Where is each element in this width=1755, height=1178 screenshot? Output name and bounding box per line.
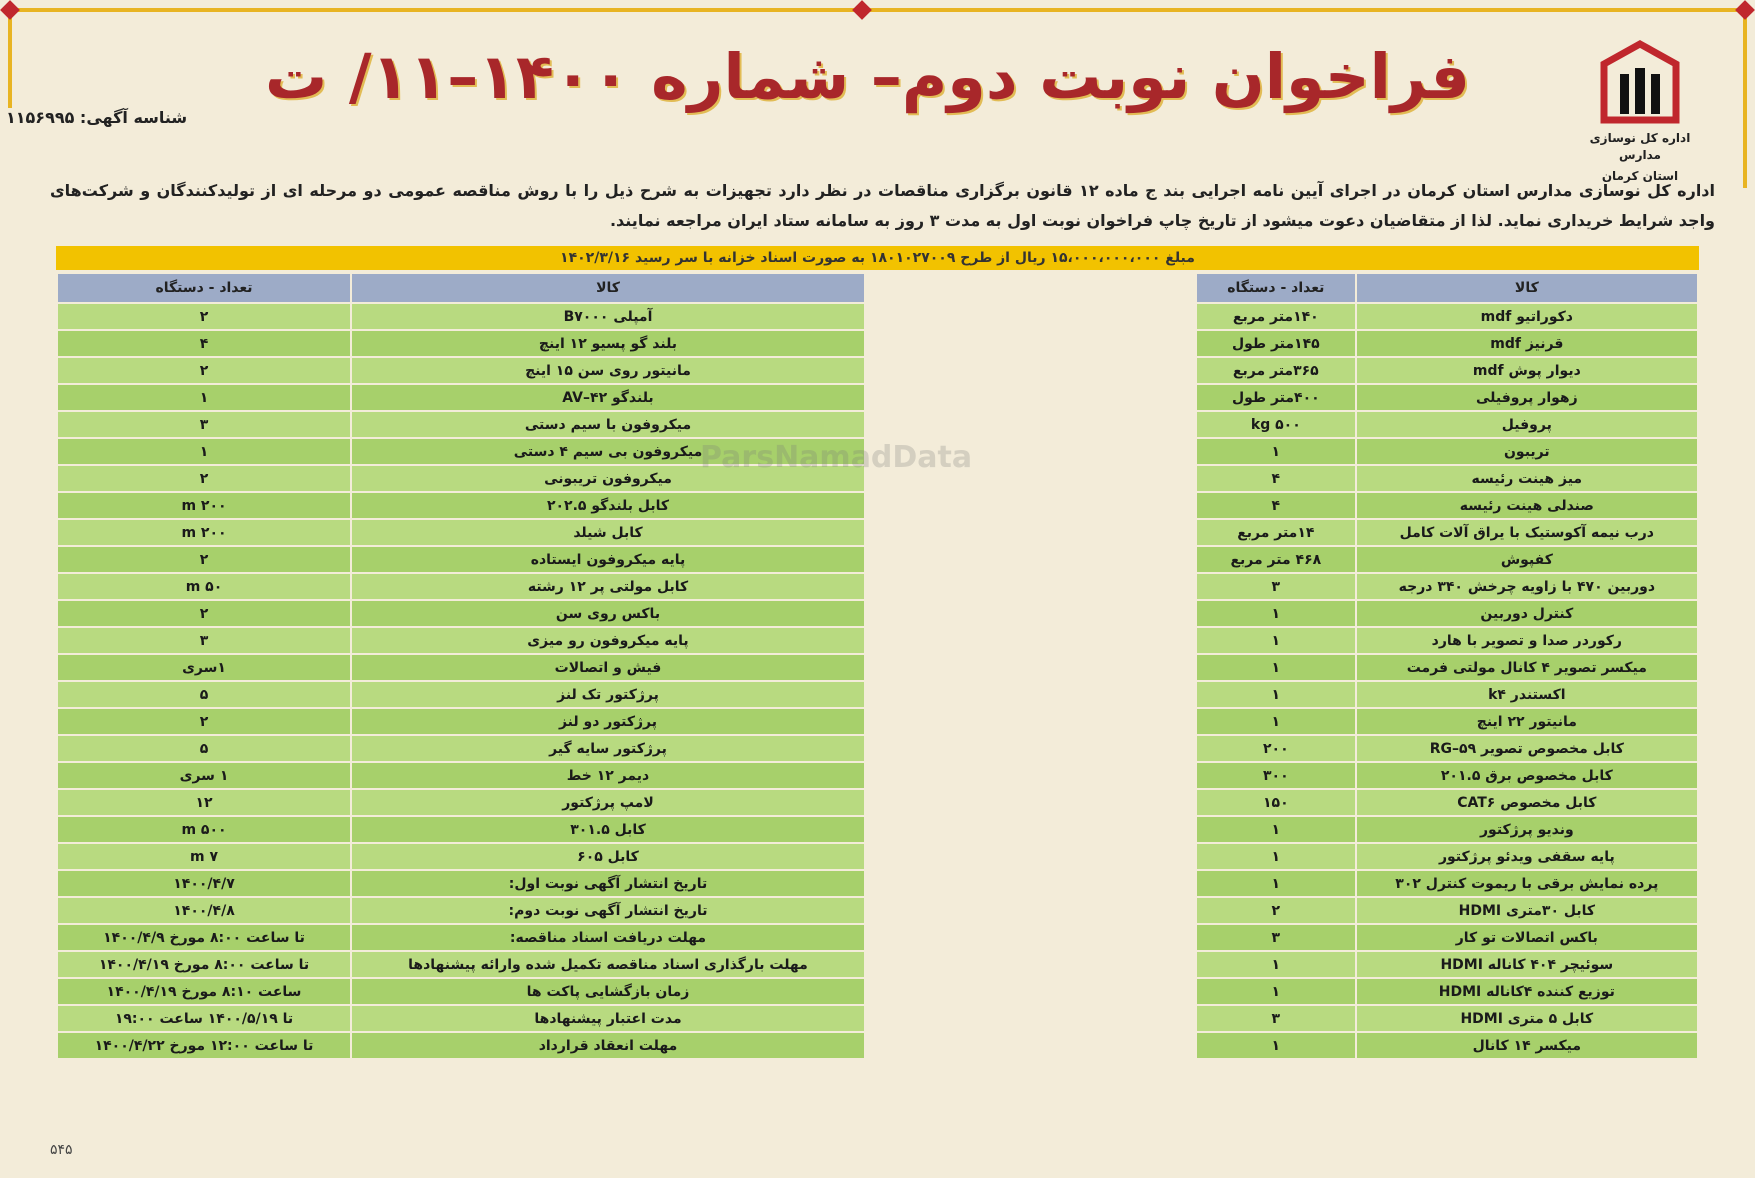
table-row [57,924,865,951]
qty-cell: ۱۴۰متر مربع [1196,303,1356,330]
item-cell: مانیتور ۲۲ اینچ [1356,708,1698,735]
item-cell: مانیتور روی سن ۱۵ اینچ [351,357,865,384]
item-cell: بلندگو ۴۲–AV [351,384,865,411]
qty-cell: ۱ [1196,627,1356,654]
qty-cell: m ۷ [57,843,351,870]
item-cell: پرژکتور سایه گیر [351,735,865,762]
qty-cell: ۳ [57,627,351,654]
item-cell: میز هینت رئیسه [1356,465,1698,492]
item-cell: دیمر ۱۲ خط [351,762,865,789]
left-frame-line [8,8,12,108]
qty-cell: ۱۴متر مربع [1196,519,1356,546]
page-number: ۵۴۵ [50,1142,73,1158]
intro-paragraph: اداره کل نوسازی مدارس استان کرمان در اجرای آیین نامه اجرایی بند ج ماده ۱۲ قانون برگزاری مناقصات در نظر دارد تجهیزات به شرح ذیل را با روش مناقصه عمومی دو مرحله ای از تولیدکنندگان و شرکت‌های واجد شرایط خریداری نماید. لذا از متقاضیان دعوت میشود از تاریخ چاپ فراخوان نوبت اول به مدت ۳ روز به سامانه ستاد ایران مراجعه نمایند. [50,181,1716,230]
qty-cell: ۳۰۰ [1196,762,1356,789]
table-row [1196,897,1698,924]
frame-diamond [1735,0,1755,20]
table-row [57,303,865,330]
item-cell: میکروفون بی سیم ۴ دستی [351,438,865,465]
table-row [1196,384,1698,411]
table-row [1196,438,1698,465]
qty-cell: ۱۴۰۰/۴/۷ [57,870,351,897]
table-row [57,843,865,870]
item-cell: کابل ۶۰۵ [351,843,865,870]
table-row [1196,789,1698,816]
qty-cell: kg ۵۰۰ [1196,411,1356,438]
table-row [1196,870,1698,897]
qty-cell: m ۲۰۰ [57,519,351,546]
item-cell: مهلت دریافت اسناد مناقصه: [351,924,865,951]
item-cell: قرنیز mdf [1356,330,1698,357]
org-name-line1: اداره کل نوسازی مدارس [1589,131,1691,162]
table-row [1196,465,1698,492]
qty-cell: ۴۰۰متر طول [1196,384,1356,411]
table-row [1196,627,1698,654]
table-row [57,681,865,708]
item-cell: اکستندر k۴ [1356,681,1698,708]
table-row [1196,519,1698,546]
qty-cell: ۱ [1196,708,1356,735]
item-cell: زمان بازگشایی پاکت ها [351,978,865,1005]
qty-cell: ۱۴۰۰/۴/۸ [57,897,351,924]
qty-cell: ۴ [1196,465,1356,492]
qty-cell: ۲ [57,600,351,627]
table-row [57,492,865,519]
item-cell: مدت اعتبار پیشنهادها [351,1005,865,1032]
qty-cell: m ۵۰۰ [57,816,351,843]
table-row [57,357,865,384]
table-row [57,762,865,789]
item-cell: کنترل دوربین [1356,600,1698,627]
item-cell: دوربین ۴۷۰ با زاویه چرخش ۳۴۰ درجه [1356,573,1698,600]
qty-cell: ۱۴۵متر طول [1196,330,1356,357]
qty-cell: ۳ [57,411,351,438]
table-row [57,627,865,654]
school-renovation-logo-icon [1600,40,1680,126]
table-row [57,735,865,762]
item-cell: پایه میکروفون ایستاده [351,546,865,573]
qty-cell: ۱ [1196,843,1356,870]
item-cell: لامپ پرژکتور [351,789,865,816]
qty-cell: تا ساعت ۱۲:۰۰ مورخ ۱۴۰۰/۴/۲۲ [57,1032,351,1059]
top-frame-line [10,8,1745,12]
item-cell: تریبون [1356,438,1698,465]
item-cell: کابل مخصوص تصویر RG–۵۹ [1356,735,1698,762]
item-cell: درب نیمه آکوستیک با یراق آلات کامل [1356,519,1698,546]
table-row [57,1005,865,1032]
table-row [57,1032,865,1059]
table-row [1196,1005,1698,1032]
org-name-line2: استان کرمان [1601,169,1679,183]
item-cell: پروفیل [1356,411,1698,438]
item-cell: فیش و اتصالات [351,654,865,681]
table-row [1196,492,1698,519]
item-cell: دکوراتیو mdf [1356,303,1698,330]
item-cell: میکروفون با سیم دستی [351,411,865,438]
qty-cell: ۱ [57,438,351,465]
item-cell: پایه سقفی ویدئو پرژکتور [1356,843,1698,870]
table-row [1196,681,1698,708]
table-row [1196,735,1698,762]
header-item: کالا [351,273,865,303]
items-table-right [1195,272,1699,1060]
item-cell: کابل مخصوص CAT۶ [1356,789,1698,816]
qty-cell: ۱۲ [57,789,351,816]
item-cell: کابل ۳۰متری HDMI [1356,897,1698,924]
qty-cell: ۳۶۵متر مربع [1196,357,1356,384]
table-row [1196,816,1698,843]
qty-cell: ۱ [1196,951,1356,978]
qty-cell: ۱ [1196,681,1356,708]
table-row [1196,600,1698,627]
item-cell: کابل ۳۰۱.۵ [351,816,865,843]
header-item: کالا [1356,273,1698,303]
qty-cell: ۴ [1196,492,1356,519]
item-cell: پایه میکروفون رو میزی [351,627,865,654]
ad-id: شناسه آگهی: ۱۱۵۶۹۹۵ [6,108,188,127]
item-cell: وندیو پرژکتور [1356,816,1698,843]
table-row [57,519,865,546]
table-row [57,978,865,1005]
items-table-left [56,272,866,1060]
qty-cell: ۳ [1196,924,1356,951]
item-cell: مهلت انعقاد قرارداد [351,1032,865,1059]
table-row [1196,951,1698,978]
qty-cell: ۱ [57,384,351,411]
qty-cell: تا ۱۴۰۰/۵/۱۹ ساعت ۱۹:۰۰ [57,1005,351,1032]
qty-cell: ۴ [57,330,351,357]
qty-cell: ۱ [1196,816,1356,843]
table-row [57,573,865,600]
watermark: ParsNamadData [700,440,973,475]
qty-cell: ۱ [1196,654,1356,681]
table-row [57,708,865,735]
table-row [57,951,865,978]
qty-cell: ۱ [1196,438,1356,465]
table-row [1196,411,1698,438]
table-row [1196,762,1698,789]
item-cell: سوئیچر ۴۰۴ کاناله HDMI [1356,951,1698,978]
item-cell: کابل بلندگو ۲۰۲.۵ [351,492,865,519]
item-cell: آمپلی B۷۰۰۰ [351,303,865,330]
qty-cell: ۲۰۰ [1196,735,1356,762]
table-row [1196,330,1698,357]
table-row [1196,1032,1698,1059]
page-title: فراخوان نوبت دوم– شماره ۱۴۰۰–۱۱/ ت [264,40,1471,113]
item-cell: کابل مخصوص برق ۲۰۱.۵ [1356,762,1698,789]
qty-cell: ۵ [57,735,351,762]
frame-diamond [0,0,20,20]
qty-cell: ۲ [57,303,351,330]
qty-cell: تا ساعت ۸:۰۰ مورخ ۱۴۰۰/۴/۹ [57,924,351,951]
qty-cell: ۱سری [57,654,351,681]
table-row [1196,654,1698,681]
qty-cell: ۲ [57,708,351,735]
qty-cell: ۳ [1196,1005,1356,1032]
qty-cell: ساعت ۸:۱۰ مورخ ۱۴۰۰/۴/۱۹ [57,978,351,1005]
qty-cell: ۵ [57,681,351,708]
item-cell: میکروفون تریبونی [351,465,865,492]
table-row [57,384,865,411]
table-row [57,897,865,924]
table-row [57,870,865,897]
header-qty: تعداد - دستگاه [1196,273,1356,303]
qty-cell: m ۵۰ [57,573,351,600]
qty-cell: m ۲۰۰ [57,492,351,519]
item-cell: کابل مولتی پر ۱۲ رشته [351,573,865,600]
qty-cell: ۱ سری [57,762,351,789]
table-row [1196,546,1698,573]
right-frame-line [1743,8,1747,188]
item-cell: کفپوش [1356,546,1698,573]
table-row [57,546,865,573]
item-cell: پرده نمایش برقی با ریموت کنترل ۳۰۲ [1356,870,1698,897]
qty-cell: تا ساعت ۸:۰۰ مورخ ۱۴۰۰/۴/۱۹ [57,951,351,978]
item-cell: باکس اتصالات تو کار [1356,924,1698,951]
table-row [1196,924,1698,951]
table-row [1196,843,1698,870]
frame-diamond [852,0,872,20]
table-row [1196,708,1698,735]
qty-cell: ۱ [1196,978,1356,1005]
item-cell: تاریخ انتشار آگهی نوبت دوم: [351,897,865,924]
qty-cell: ۱ [1196,870,1356,897]
qty-cell: ۱ [1196,1032,1356,1059]
table-row [57,330,865,357]
item-cell: پرژکتور دو لنز [351,708,865,735]
item-cell: میکسر تصویر ۴ کانال مولتی فرمت [1356,654,1698,681]
table-row [1196,978,1698,1005]
qty-cell: ۲ [57,546,351,573]
qty-cell: ۲ [57,357,351,384]
qty-cell: ۱ [1196,600,1356,627]
table-row [1196,573,1698,600]
qty-cell: ۱۵۰ [1196,789,1356,816]
table-row [57,411,865,438]
qty-cell: ۳ [1196,573,1356,600]
item-cell: مهلت بارگذاری اسناد مناقصه تکمیل شده وارائه پیشنهادها [351,951,865,978]
item-cell: تاریخ انتشار آگهی نوبت اول: [351,870,865,897]
item-cell: رکوردر صدا و تصویر با هارد [1356,627,1698,654]
table-row [57,600,865,627]
item-cell: دیوار پوش mdf [1356,357,1698,384]
header-qty: تعداد - دستگاه [57,273,351,303]
item-cell: زهوار پروفیلی [1356,384,1698,411]
item-cell: پرژکتور تک لنز [351,681,865,708]
org-logo [1585,40,1695,185]
item-cell: توزیع کننده ۴کاناله HDMI [1356,978,1698,1005]
item-cell: میکسر ۱۴ کانال [1356,1032,1698,1059]
table-row [57,816,865,843]
item-cell: کابل ۵ متری HDMI [1356,1005,1698,1032]
funding-banner: مبلغ ۱۵،۰۰۰،۰۰۰،۰۰۰ ریال از طرح ۱۸۰۱۰۲۷۰۰۹ به صورت اسناد خزانه با سر رسید ۱۴۰۲/۳/۱۶ [56,246,1699,270]
item-cell: کابل شیلد [351,519,865,546]
item-cell: صندلی هینت رئیسه [1356,492,1698,519]
table-row [1196,303,1698,330]
qty-cell: ۴۶۸ متر مربع [1196,546,1356,573]
item-cell: باکس روی سن [351,600,865,627]
item-cell: بلند گو پسیو ۱۲ اینچ [351,330,865,357]
qty-cell: ۲ [1196,897,1356,924]
table-row [57,789,865,816]
table-row [1196,357,1698,384]
qty-cell: ۲ [57,465,351,492]
table-row [57,654,865,681]
